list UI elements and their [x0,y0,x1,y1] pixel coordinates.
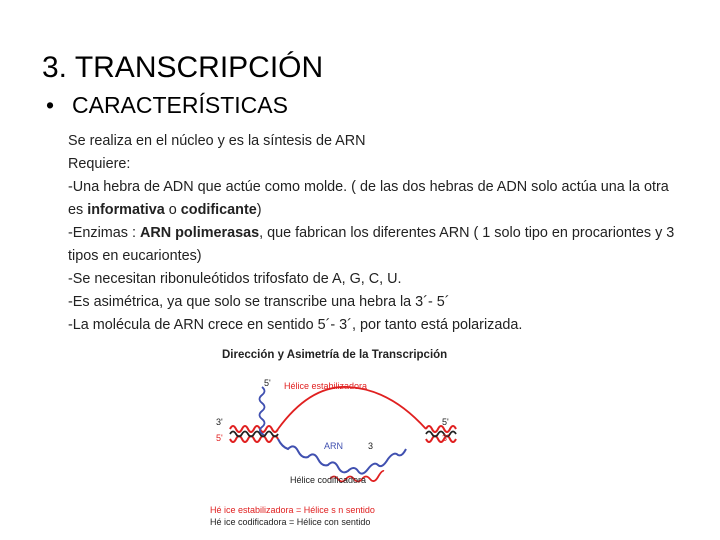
body-line-2: Requiere: [68,156,131,172]
label-arn-3: 3 [368,441,374,451]
legend-line-2: Hé ice codificadora = Hélice con sentido [210,517,371,527]
label-arn: ARN [324,441,344,451]
legend-line-1: Hé ice estabilizadora = Hélice s n sentido [210,505,375,515]
slide-title: 3. TRANSCRIPCIÓN [42,51,324,84]
body-line-1: Se realiza en el núcleo y es la síntesis de ARN [68,133,366,149]
diagram-title: Dirección y Asimetría de la Transcripción [222,349,448,361]
label-right-3: 3' [442,433,449,443]
term-informativa: informativa [87,202,165,218]
body-line-7: -La molécula de ARN crece en sentido 5´- 3´, por tanto está polarizada. [68,317,523,333]
body-line-3-text: -Una hebra de ADN que actúe como molde. ( de las dos hebras de ADN solo actúa una la otra es [68,179,669,218]
body-line-3 [68,176,680,222]
right-red-helix [426,426,456,442]
label-5-top: 5' [264,378,271,388]
right-black-helix [426,432,456,437]
section-heading [46,90,288,120]
body-text [68,130,680,337]
term-codificante: codificante [180,202,257,218]
label-left-5: 5' [216,433,223,443]
body-line-6: -Es asimétrica, ya que solo se transcribe una hebra la 3´- 5´ [68,294,450,310]
transcription-diagram [200,345,470,535]
label-helix-top: Hélice estabilizadora [284,381,368,391]
body-line-4 [68,222,680,268]
body-line-3-end: ) [256,202,262,218]
label-right-5: 5' [442,417,449,427]
upper-blue-strand [260,387,265,435]
bullet-icon: • [46,92,55,118]
body-line-5: -Se necesitan ribonuleótidos trifosfato de A, G, C, U. [68,271,402,287]
term-arn-polimerasas: ARN polimerasas [139,225,260,241]
body-line-3-connector: o [164,202,181,218]
body-line-4-rest: , que fabrican los diferentes ARN ( 1 solo tipo en procariontes y 3 tipos en eucariontes) [68,225,675,264]
body-line-4-text: -Enzimas : [68,225,140,241]
label-left-3: 3' [216,417,223,427]
upper-red-strand [278,387,426,429]
section-heading-text: CARACTERÍSTICAS [72,92,288,118]
label-helix-bottom: Hélice codificadora [290,475,367,485]
